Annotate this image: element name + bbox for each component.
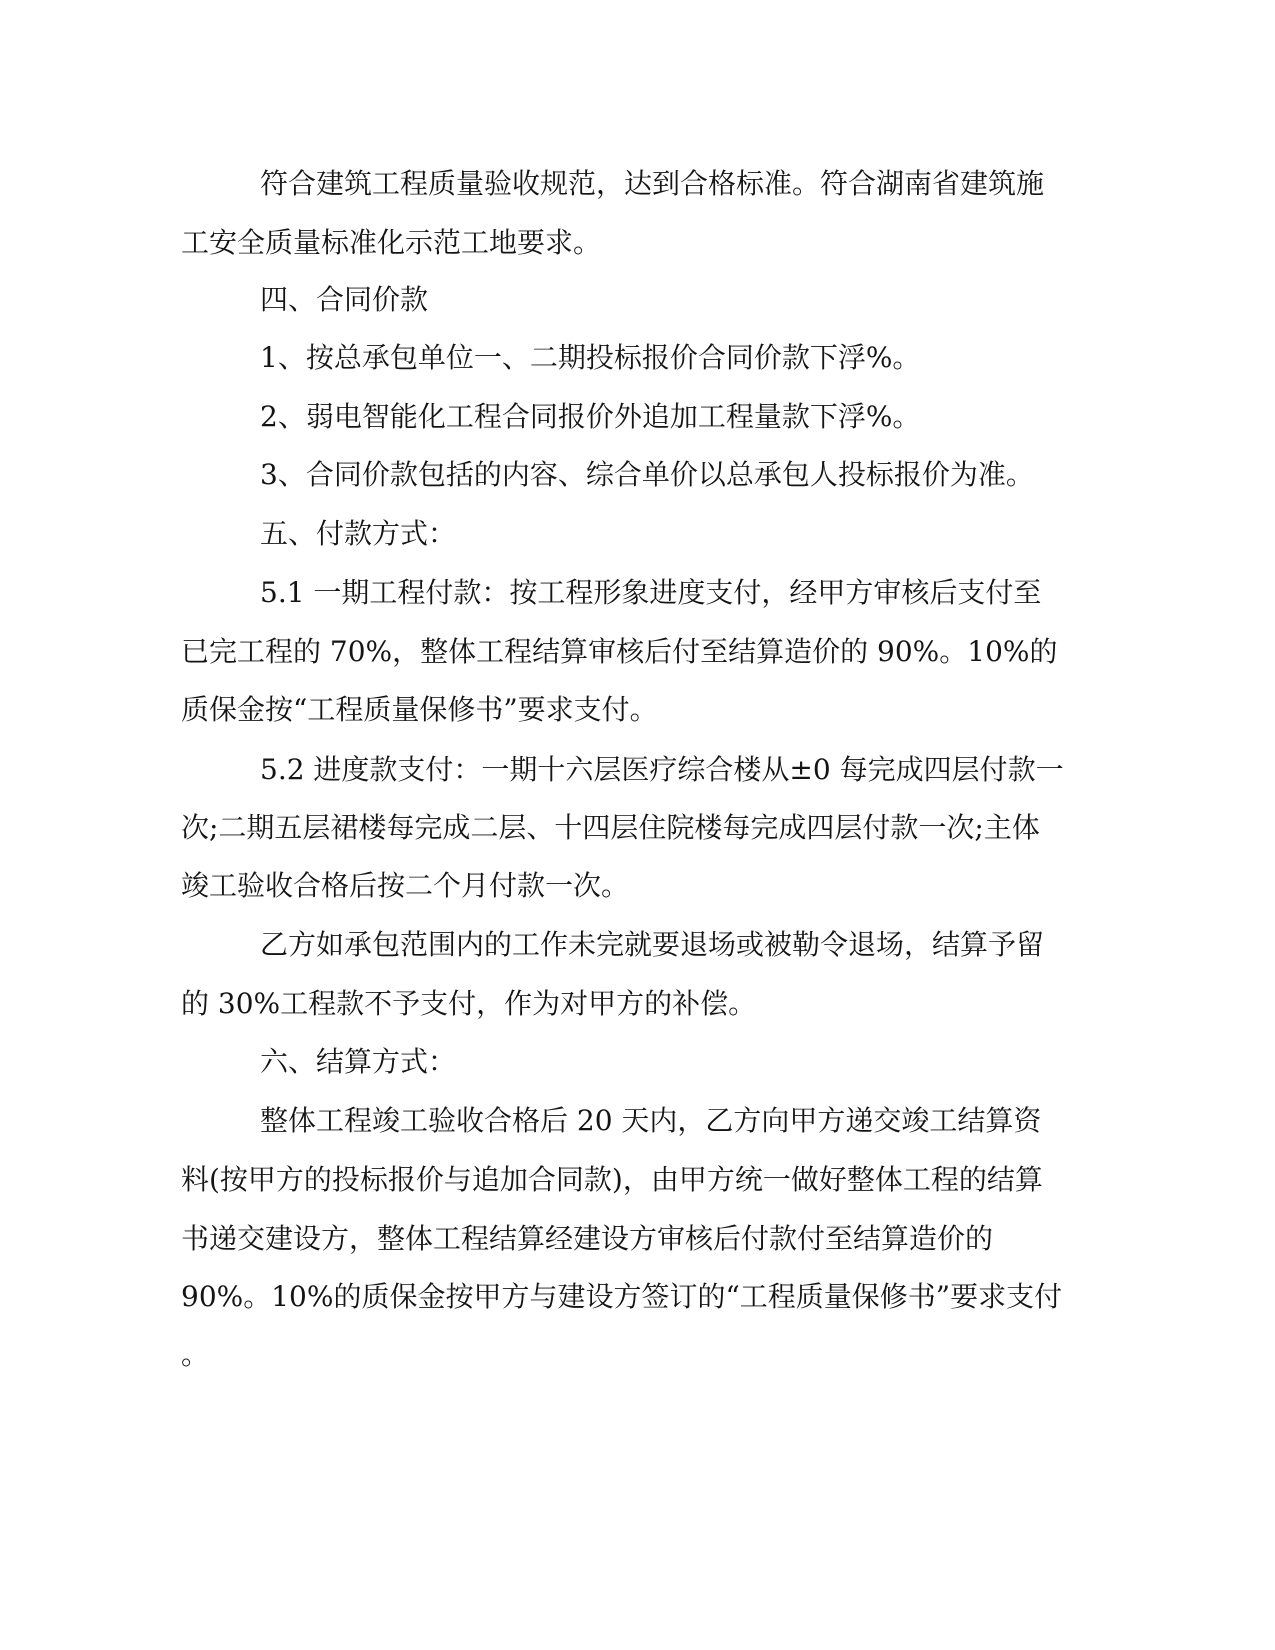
paragraph-settlement-line-2 [0, 1160, 1275, 1200]
heading-contract-price [0, 280, 1275, 320]
paragraph-5-1-line-2 [0, 632, 1275, 672]
paragraph-settlement-line-5 [0, 1335, 1275, 1375]
text-span: 已完工程的 70%，整体工程结算审核后付至结算造价的 90%。10%的 [181, 635, 1058, 668]
text-span: 次;二期五层裙楼每完成二层、十四层住院楼每完成四层付款一次;主体 [181, 811, 1040, 844]
paragraph-5-1-line-1 [0, 573, 1275, 613]
text-span: 2、弱电智能化工程合同报价外追加工程量款下浮%。 [260, 400, 921, 433]
text-span: 竣工验收合格后按二个月付款一次。 [181, 869, 630, 902]
text-span: 的 30%工程款不予支付，作为对甲方的补偿。 [181, 987, 757, 1020]
text-span: 90%。10%的质保金按甲方与建设方签订的“工程质量保修书”要求支付 [181, 1280, 1063, 1313]
paragraph-settlement-line-3 [0, 1219, 1275, 1259]
paragraph-exit-line-1 [0, 925, 1275, 965]
paragraph-5-2-line-1 [0, 750, 1275, 790]
item-price-3 [0, 455, 1275, 495]
item-price-1 [0, 338, 1275, 378]
text-span: 书递交建设方，整体工程结算经建设方审核后付款付至结算造价的 [181, 1222, 994, 1255]
text-span: 5.1 一期工程付款：按工程形象进度支付，经甲方审核后支付至 [260, 576, 1042, 609]
paragraph-exit-line-2 [0, 984, 1275, 1024]
text-span: 3、合同价款包括的内容、综合单价以总承包人投标报价为准。 [260, 458, 1034, 491]
text-span: 。 [181, 1338, 210, 1371]
paragraph-5-2-line-2 [0, 808, 1275, 848]
paragraph-quality-standard-line-2 [0, 223, 1275, 263]
text-span: 质保金按“工程质量保修书”要求支付。 [181, 693, 658, 726]
heading-payment-method [0, 514, 1275, 554]
text-span: 料(按甲方的投标报价与追加合同款)，由甲方统一做好整体工程的结算 [181, 1163, 1043, 1196]
text-span: 1、按总承包单位一、二期投标报价合同价款下浮%。 [260, 341, 921, 374]
text-span: 六、结算方式： [260, 1045, 457, 1078]
paragraph-5-1-line-3 [0, 690, 1275, 730]
text-span: 四、合同价款 [260, 283, 429, 316]
text-span: 五、付款方式： [260, 517, 457, 550]
text-span: 乙方如承包范围内的工作未完就要退场或被勒令退场，结算予留 [260, 928, 1045, 961]
text-span: 整体工程竣工验收合格后 20 天内，乙方向甲方递交竣工结算资 [260, 1104, 1042, 1137]
text-span: 工安全质量标准化示范工地要求。 [181, 226, 602, 259]
text-span: 5.2 进度款支付：一期十六层医疗综合楼从±0 每完成四层付款一 [260, 753, 1064, 786]
heading-settlement-method [0, 1042, 1275, 1082]
paragraph-5-2-line-3 [0, 866, 1275, 906]
text-span: 符合建筑工程质量验收规范，达到合格标准。符合湖南省建筑施 [260, 167, 1045, 200]
paragraph-settlement-line-4 [0, 1277, 1275, 1317]
paragraph-quality-standard-line-1 [0, 164, 1275, 204]
item-price-2 [0, 397, 1275, 437]
paragraph-settlement-line-1 [0, 1101, 1275, 1141]
